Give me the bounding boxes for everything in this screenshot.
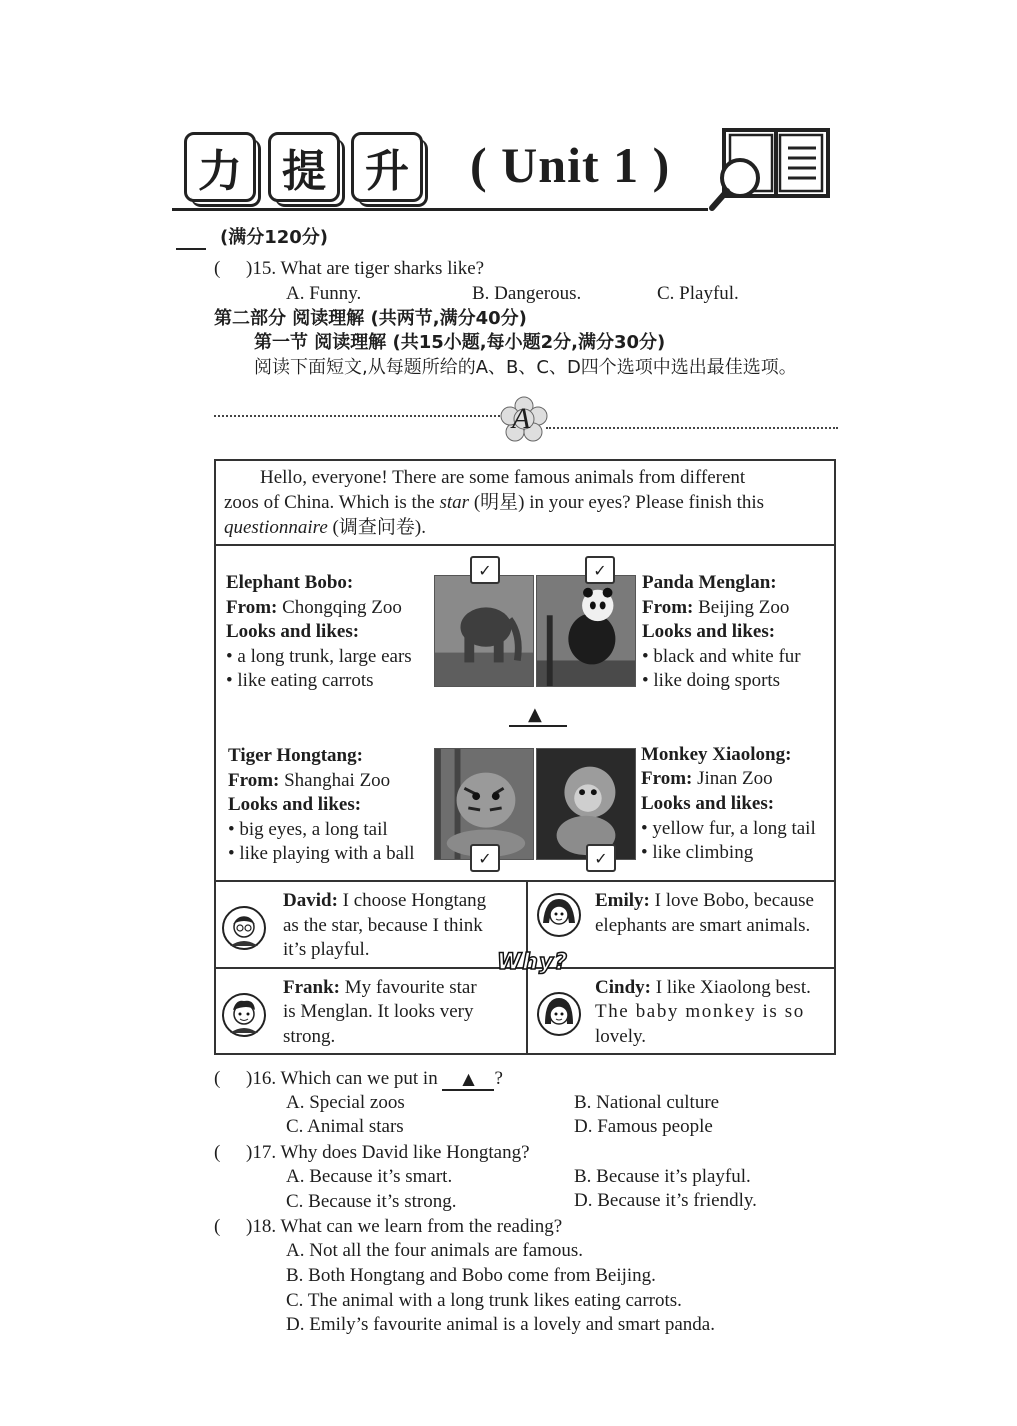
- frank-line-1: [283, 976, 477, 1001]
- q16-text: )16. Which can we put in: [246, 1068, 443, 1089]
- title-char: 力: [198, 146, 242, 197]
- intro-star: star: [439, 492, 470, 513]
- title-char: 提: [282, 146, 326, 197]
- title-char-box-2: [268, 132, 340, 202]
- from-value: Beijing Zoo: [693, 597, 790, 618]
- from-label: From:: [228, 770, 280, 791]
- q16-option-d: D. Famous people: [574, 1116, 713, 1137]
- animal-looks-label: Looks and likes:: [642, 621, 776, 642]
- q17-question: )17. Why does David like Hongtang?: [246, 1142, 530, 1163]
- david-line-2: as the star, because I think: [283, 915, 483, 936]
- q18-question: )18. What can we learn from the reading?: [246, 1216, 563, 1237]
- emily-text: I love Bobo, because: [649, 890, 814, 911]
- checkbox-tiger: ✓: [470, 844, 500, 872]
- intro-line-1: Hello, everyone! There are some famous animals from different: [260, 467, 746, 488]
- intro-text: (调查问卷).: [327, 517, 426, 538]
- animal-looks-label: Looks and likes:: [226, 621, 360, 642]
- david-line-1: [283, 889, 486, 914]
- animal-from: [228, 769, 390, 794]
- q15-paren: (: [214, 258, 221, 279]
- intro-questionnaire: questionnaire: [224, 517, 328, 538]
- animal-looks-label: Looks and likes:: [641, 793, 775, 814]
- intro-text: zoos of China. Which is the: [224, 492, 440, 513]
- david-name: David:: [283, 890, 338, 911]
- panda-photo: [536, 575, 636, 687]
- q18-paren: (: [214, 1216, 221, 1237]
- animal-bullet: • like playing with a ball: [228, 843, 415, 864]
- q16-option-c: C. Animal stars: [286, 1116, 404, 1137]
- from-value: Shanghai Zoo: [279, 770, 391, 791]
- frank-line-3: strong.: [283, 1026, 336, 1047]
- from-label: From:: [642, 597, 694, 618]
- passage-label: A: [512, 402, 531, 435]
- q15-option-c: C. Playful.: [657, 283, 739, 304]
- animal-name: Tiger Hongtang:: [228, 745, 363, 766]
- q17-paren: (: [214, 1142, 221, 1163]
- emily-avatar-icon: [537, 893, 581, 937]
- animal-name: Monkey Xiaolong:: [641, 744, 792, 765]
- q17-option-c: C. Because it’s strong.: [286, 1191, 457, 1212]
- frank-name: Frank:: [283, 977, 340, 998]
- intro-line-2: [224, 491, 764, 515]
- score-line: (满分120分): [220, 227, 329, 248]
- cindy-line-3: lovely.: [595, 1026, 647, 1047]
- animal-bullet: • like doing sports: [642, 670, 781, 691]
- frank-avatar-icon: [222, 993, 266, 1037]
- q16-paren: (: [214, 1068, 221, 1089]
- animal-bullet: • like climbing: [641, 842, 754, 863]
- book-magnifier-icon: [706, 124, 832, 214]
- section-title: 第一节 阅读理解 (共15小题,每小题2分,满分30分): [254, 332, 666, 353]
- animal-bullet: • like eating carrots: [226, 670, 374, 691]
- cindy-text: I like Xiaolong best.: [650, 977, 811, 998]
- title-char-box-3: [351, 132, 423, 202]
- elephant-photo: [434, 575, 534, 687]
- instruction: 阅读下面短文,从每题所给的A、B、C、D四个选项中选出最佳选项。: [254, 357, 797, 378]
- separator-left: [214, 415, 504, 417]
- animal-from: [641, 767, 773, 792]
- emily-line-2: elephants are smart animals.: [595, 915, 811, 936]
- frank-line-2: is Menglan. It looks very: [283, 1001, 474, 1022]
- emily-line-1: [595, 889, 814, 914]
- david-line-3: it’s playful.: [283, 939, 370, 960]
- q16-blank: ▲: [442, 1069, 494, 1091]
- animal-bullet: • a long trunk, large ears: [226, 646, 412, 667]
- q15-question: )15. What are tiger sharks like?: [246, 258, 485, 279]
- separator-right: [546, 427, 838, 429]
- animal-bullet: • yellow fur, a long tail: [641, 818, 816, 839]
- unit-title: ( Unit 1 ): [470, 137, 671, 193]
- cindy-name: Cindy:: [595, 977, 651, 998]
- why-badge: Why?: [497, 950, 569, 975]
- frank-text: My favourite star: [340, 977, 477, 998]
- animal-name: Panda Menglan:: [642, 572, 777, 593]
- cindy-line-1: [595, 976, 811, 1001]
- animal-name: Elephant Bobo:: [226, 572, 354, 593]
- q15-option-b: B. Dangerous.: [472, 283, 582, 304]
- q17-option-a: A. Because it’s smart.: [286, 1166, 453, 1187]
- frame-divider-intro: [214, 544, 836, 546]
- cindy-line-2: The baby monkey is so: [595, 1001, 805, 1022]
- part2-title: 第二部分 阅读理解 (共两节,满分40分): [214, 308, 527, 329]
- monkey-photo: [536, 748, 636, 860]
- q16-end: ?: [494, 1068, 503, 1089]
- animal-looks-label: Looks and likes:: [228, 794, 362, 815]
- q15-option-a: A. Funny.: [286, 283, 362, 304]
- david-text: I choose Hongtang: [337, 890, 487, 911]
- q18-option-a: A. Not all the four animals are famous.: [286, 1240, 584, 1261]
- animal-bullet: • big eyes, a long tail: [228, 819, 388, 840]
- animal-bullet: • black and white fur: [642, 646, 801, 667]
- from-value: Jinan Zoo: [692, 768, 773, 789]
- q18-option-d: D. Emily’s favourite animal is a lovely and smart panda.: [286, 1314, 715, 1335]
- intro-text: (明星) in your eyes? Please finish this: [469, 492, 765, 513]
- animal-from: [226, 596, 402, 621]
- from-value: Chongqing Zoo: [277, 597, 402, 618]
- from-label: From:: [641, 768, 693, 789]
- checkbox-monkey: ✓: [586, 844, 616, 872]
- header-divider: [172, 208, 708, 211]
- checkbox-elephant: ✓: [470, 556, 500, 584]
- blank-underline: [509, 725, 567, 727]
- frame-divider-animals: [214, 880, 836, 882]
- q16-option-a: A. Special zoos: [286, 1092, 405, 1113]
- emily-name: Emily:: [595, 890, 650, 911]
- david-avatar-icon: [222, 906, 266, 950]
- blank-mark: ▲: [528, 704, 542, 725]
- title-char: 升: [365, 146, 409, 197]
- q18-option-b: B. Both Hongtang and Bobo come from Beijing.: [286, 1265, 656, 1286]
- checkbox-panda: ✓: [585, 556, 615, 584]
- cindy-avatar-icon: [537, 992, 581, 1036]
- animal-from: [642, 596, 789, 621]
- q16-question: [246, 1067, 503, 1091]
- q18-option-c: C. The animal with a long trunk likes eating carrots.: [286, 1290, 682, 1311]
- intro-line-3: [224, 516, 426, 540]
- name-blank: [176, 248, 206, 250]
- q17-option-d: D. Because it’s friendly.: [574, 1190, 757, 1211]
- q17-option-b: B. Because it’s playful.: [574, 1166, 751, 1187]
- title-char-box-1: [184, 132, 256, 202]
- from-label: From:: [226, 597, 278, 618]
- q16-option-b: B. National culture: [574, 1092, 720, 1113]
